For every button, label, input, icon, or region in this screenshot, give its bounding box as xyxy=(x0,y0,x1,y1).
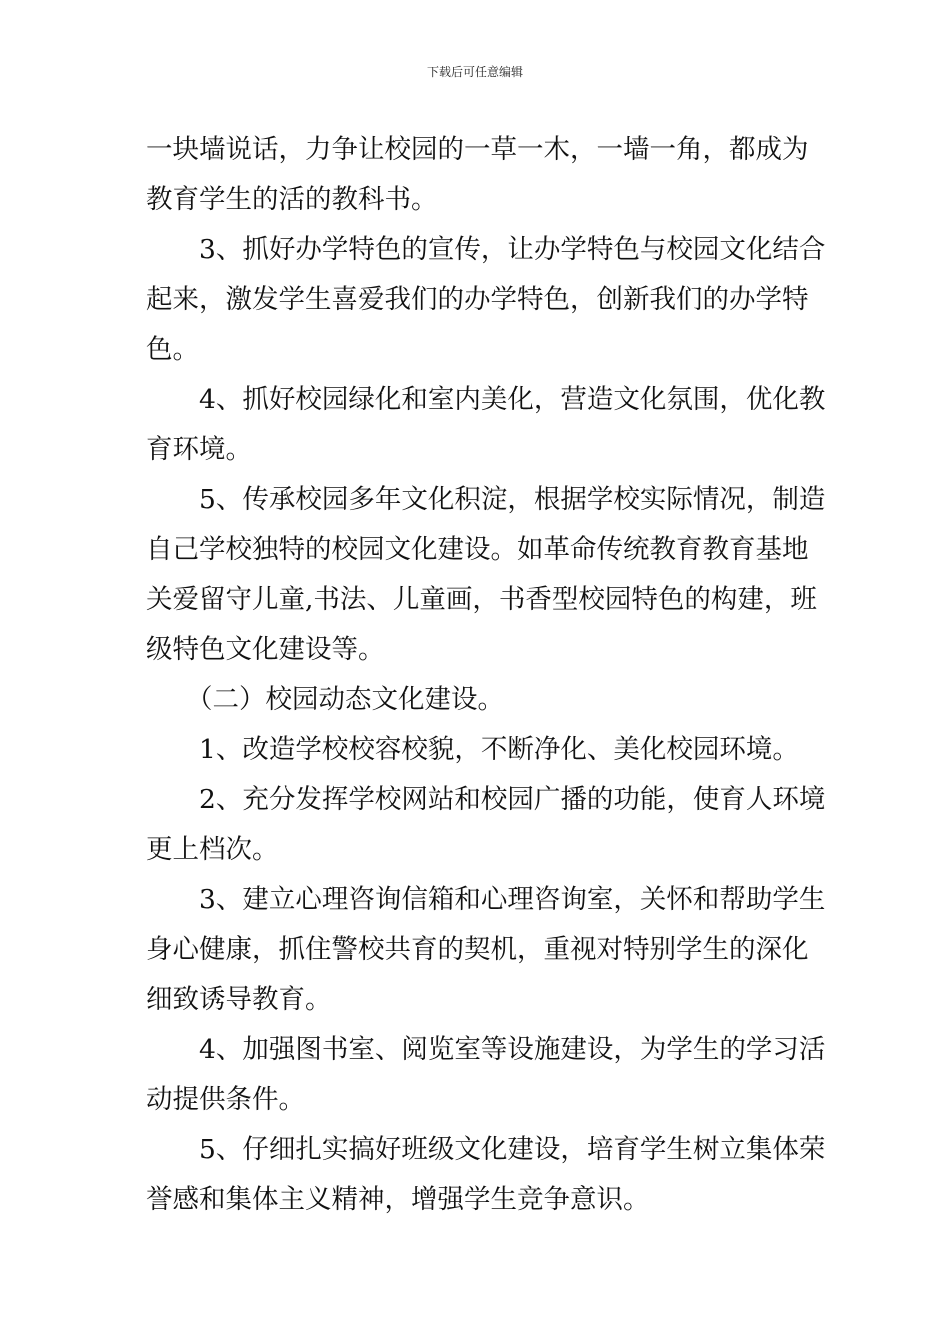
text-line: 动提供条件。 xyxy=(146,1084,305,1115)
text-line: 色。 xyxy=(146,334,199,365)
text-line: 细致诱导教育。 xyxy=(146,984,332,1015)
list-item-start: 2、充分发挥学校网站和校园广播的功能，使育人环境 xyxy=(199,784,826,815)
text-line: 教育学生的活的教科书。 xyxy=(146,184,438,215)
text-line: 关爱留守儿童,书法、儿童画，书香型校园特色的构建，班 xyxy=(146,584,817,615)
document-body xyxy=(146,125,826,1225)
page-header: 下载后可任意编辑 xyxy=(426,65,523,79)
text-line: 育环境。 xyxy=(146,434,252,465)
section-heading: （二）校园动态文化建设。 xyxy=(186,684,504,715)
list-item-start: 4、抓好校园绿化和室内美化，营造文化氛围，优化教 xyxy=(199,384,826,415)
text-line: 誉感和集体主义精神，增强学生竞争意识。 xyxy=(146,1184,650,1215)
text-line: 身心健康，抓住警校共育的契机，重视对特别学生的深化 xyxy=(146,934,809,965)
list-item-start: 5、传承校园多年文化积淀，根据学校实际情况，制造 xyxy=(199,484,826,515)
text-line: 更上档次。 xyxy=(146,834,279,865)
list-item-start: 3、建立心理咨询信箱和心理咨询室，关怀和帮助学生 xyxy=(199,884,826,915)
text-line: 一块墙说话，力争让校园的一草一木，一墙一角，都成为 xyxy=(146,134,809,165)
list-item-start: 1、改造学校校容校貌，不断净化、美化校园环境。 xyxy=(199,734,799,765)
text-line: 自己学校独特的校园文化建设。如革命传统教育教育基地 xyxy=(146,534,809,565)
text-line: 级特色文化建设等。 xyxy=(146,634,385,665)
list-item-start: 4、加强图书室、阅览室等设施建设，为学生的学习活 xyxy=(199,1034,826,1065)
text-line: 起来，激发学生喜爱我们的办学特色，创新我们的办学特 xyxy=(146,284,809,315)
list-item-start: 5、仔细扎实搞好班级文化建设，培育学生树立集体荣 xyxy=(199,1134,826,1165)
list-item-start: 3、抓好办学特色的宣传，让办学特色与校园文化结合 xyxy=(199,234,826,265)
